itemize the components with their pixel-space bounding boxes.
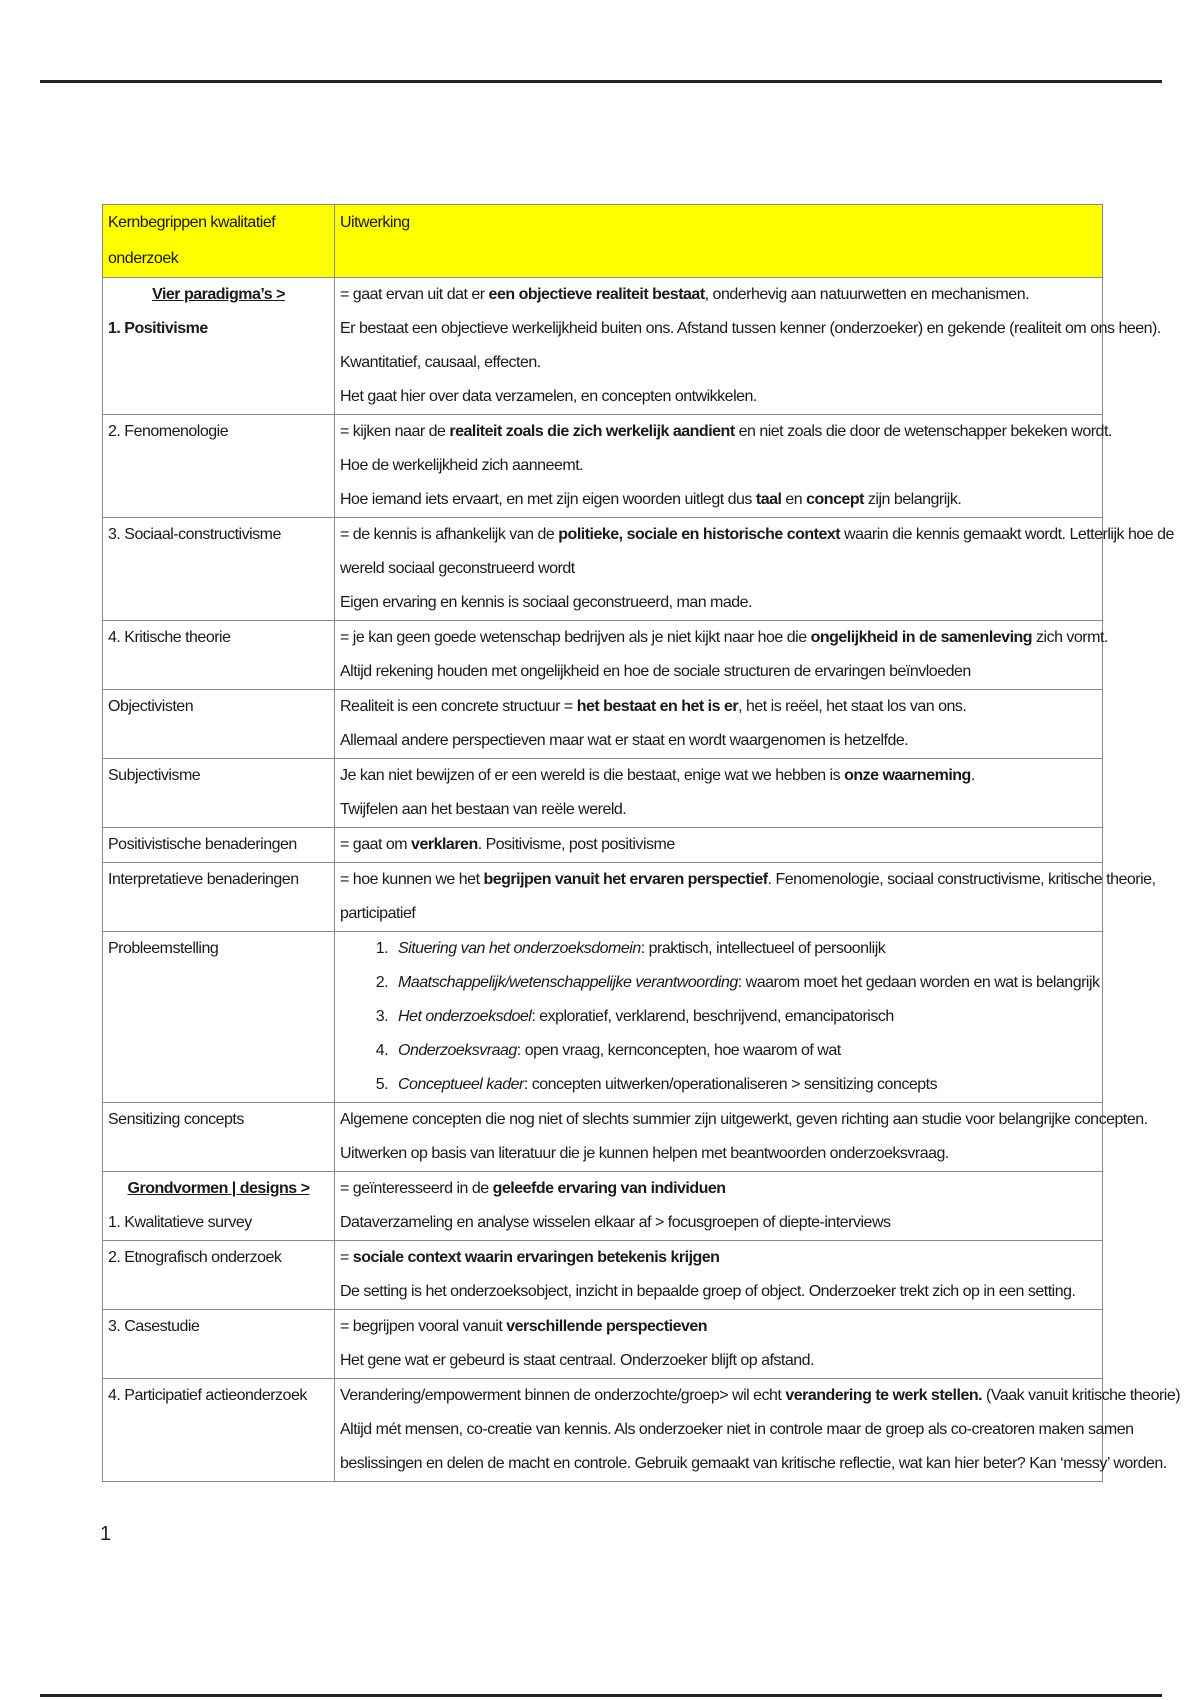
explanation-cell: [335, 621, 1108, 690]
term: Objectivisten: [108, 698, 194, 715]
explanation-cell: [335, 932, 1103, 1103]
explanation-line: = de kennis is afhankelijk van de politieke, sociale en historische context waarin die kennis gemaakt wordt. Letterlijk hoe de: [340, 526, 1174, 543]
term-cell: [103, 828, 335, 863]
table-row: [103, 415, 1103, 518]
explanation-cell: [335, 518, 1174, 621]
explanation-line: = je kan geen goede wetenschap bedrijven als je niet kijkt naar hoe die ongelijkheid in de samenleving zich vormt.: [340, 629, 1108, 646]
term-cell: [103, 690, 335, 759]
explanation-line: = gaat om verklaren. Positivisme, post positivisme: [340, 836, 675, 853]
term: Interpretatieve benaderingen: [108, 871, 299, 888]
table-row: [103, 1241, 1103, 1310]
explanation-cell: [335, 1103, 1148, 1172]
list-item: 2. Maatschappelijk/wetenschappelijke verantwoording: waarom moet het gedaan worden en wat is belangrijk: [392, 966, 1097, 1000]
term: Probleemstelling: [108, 940, 219, 957]
table-row: [103, 1379, 1103, 1482]
explanation-line: De setting is het onderzoeksobject, inzicht in bepaalde groep of object. Onderzoeker trekt zich op in een setting.: [340, 1283, 1076, 1300]
term: 3. Casestudie: [108, 1318, 200, 1335]
explanation-line: Je kan niet bewijzen of er een wereld is die bestaat, enige wat we hebben is onze waarneming.: [340, 767, 975, 784]
term: 1. Kwalitatieve survey: [108, 1214, 252, 1231]
term: Subjectivisme: [108, 767, 201, 784]
explanation-line: Altijd rekening houden met ongelijkheid en hoe de sociale structuren de ervaringen beïnvloeden: [340, 663, 971, 680]
explanation-cell: [335, 1241, 1103, 1310]
table-row: [103, 621, 1103, 690]
list-item: 3. Het onderzoeksdoel: exploratief, verklarend, beschrijvend, emancipatorisch: [392, 1000, 1097, 1034]
list-item: 1. Situering van het onderzoeksdomein: praktisch, intellectueel of persoonlijk: [392, 932, 1097, 966]
table-row: [103, 1310, 1103, 1379]
explanation-line: Dataverzameling en analyse wisselen elkaar af > focusgroepen of diepte-interviews: [340, 1214, 891, 1231]
term-cell: [103, 1241, 335, 1310]
table-row: [103, 932, 1103, 1103]
term-cell: [103, 621, 335, 690]
explanation-line: Algemene concepten die nog niet of slechts summier zijn uitgewerkt, geven richting aan studie voor belangrijke concepten.: [340, 1111, 1148, 1128]
explanation-line: beslissingen en delen de macht en controle. Gebruik gemaakt van kritische reflectie, wat kan hier beter? Kan ‘messy’ worden.: [340, 1455, 1167, 1472]
table-row: [103, 828, 1103, 863]
term: 3. Sociaal-constructivisme: [108, 526, 281, 543]
term: Positivistische benaderingen: [108, 836, 297, 853]
explanation-line: Kwantitatief, causaal, effecten.: [340, 354, 541, 371]
table-header-row: [103, 205, 1103, 278]
term-cell: [103, 759, 335, 828]
explanation-line: Altijd mét mensen, co-creatie van kennis. Als onderzoeker niet in controle maar de groep als co-creatoren maken samen: [340, 1421, 1134, 1438]
header-rule: [40, 80, 1162, 83]
explanation-line: participatief: [340, 905, 416, 922]
explanation-line: = kijken naar de realiteit zoals die zich werkelijk aandient en niet zoals die door de wetenschapper bekeken wordt.: [340, 423, 1112, 440]
explanation-cell: [335, 1379, 1181, 1482]
term: 2. Etnografisch onderzoek: [108, 1249, 282, 1266]
explanation-line: = sociale context waarin ervaringen betekenis krijgen: [340, 1249, 720, 1266]
term-cell: [103, 518, 335, 621]
term-cell: [103, 1172, 335, 1241]
explanation-cell: [335, 278, 1161, 415]
table-row: [103, 278, 1103, 415]
term: Sensitizing concepts: [108, 1111, 244, 1128]
explanation-line: = begrijpen vooral vanuit verschillende perspectieven: [340, 1318, 708, 1335]
explanation-cell: [335, 690, 1103, 759]
table-row: [103, 690, 1103, 759]
table-row: [103, 1103, 1103, 1172]
section-heading: Grondvormen | designs >: [127, 1180, 310, 1197]
explanation-line: wereld sociaal geconstrueerd wordt: [340, 560, 575, 577]
section-heading: Vier paradigma’s >: [152, 286, 285, 303]
term: 2. Fenomenologie: [108, 423, 229, 440]
explanation-line: Verandering/empowerment binnen de onderzochte/groep> wil echt verandering te werk stellen. (Vaak vanuit kritische theorie): [340, 1387, 1181, 1404]
explanation-cell: [335, 1172, 1103, 1241]
explanation-cell: [335, 863, 1156, 932]
term: 4. Kritische theorie: [108, 629, 231, 646]
explanation-cell: [335, 828, 1103, 863]
term-cell: [103, 1310, 335, 1379]
term-cell: [103, 932, 335, 1103]
term-cell: [103, 1379, 335, 1482]
term-cell: [103, 1103, 335, 1172]
explanation-line: Hoe de werkelijkheid zich aanneemt.: [340, 457, 584, 474]
explanation-line: Uitwerken op basis van literatuur die je kunnen helpen met beantwoorden onderzoeksvraag.: [340, 1145, 949, 1162]
term: 4. Participatief actieonderzoek: [108, 1387, 307, 1404]
explanation-line: = hoe kunnen we het begrijpen vanuit het ervaren perspectief. Fenomenologie, sociaal constructivisme, kritische theorie,: [340, 871, 1156, 888]
list-item: 5. Conceptueel kader: concepten uitwerken/operationaliseren > sensitizing concepts: [392, 1068, 1097, 1102]
explanation-line: Realiteit is een concrete structuur = het bestaat en het is er, het is reëel, het staat los van ons.: [340, 698, 967, 715]
explanation-line: = geïnteresseerd in de geleefde ervaring van individuen: [340, 1180, 726, 1197]
explanation-line: Het gene wat er gebeurd is staat centraal. Onderzoeker blijft op afstand.: [340, 1352, 815, 1369]
numbered-list: [340, 932, 1100, 1102]
explanation-line: Allemaal andere perspectieven maar wat er staat en wordt waargenomen is hetzelfde.: [340, 732, 909, 749]
explanation-cell: [335, 759, 1103, 828]
header-col-explanation: Uitwerking: [335, 205, 1103, 278]
table-row: [103, 863, 1103, 932]
term-cell: [103, 415, 335, 518]
table-row: [103, 518, 1103, 621]
explanation-cell: [335, 1310, 1103, 1379]
explanation-line: Twijfelen aan het bestaan van reële wereld.: [340, 801, 627, 818]
term-cell: [103, 863, 335, 932]
explanation-line: Eigen ervaring en kennis is sociaal geconstrueerd, man made.: [340, 594, 753, 611]
page-number: 1: [100, 1523, 112, 1545]
term-cell: [103, 278, 335, 415]
explanation-line: = gaat ervan uit dat er een objectieve realiteit bestaat, onderhevig aan natuurwetten en mechanismen.: [340, 286, 1030, 303]
concepts-table: [102, 204, 1181, 1482]
explanation-line: Er bestaat een objectieve werkelijkheid buiten ons. Afstand tussen kenner (onderzoeker) en gekende (realiteit om ons heen).: [340, 320, 1161, 337]
explanation-line: Het gaat hier over data verzamelen, en concepten ontwikkelen.: [340, 388, 757, 405]
explanation-cell: [335, 415, 1112, 518]
table-row: [103, 759, 1103, 828]
table-row: [103, 1172, 1103, 1241]
footer-rule: [40, 1694, 1162, 1697]
header-col-terms: Kernbegrippen kwalitatief onderzoek: [103, 205, 335, 278]
list-item: 4. Onderzoeksvraag: open vraag, kernconcepten, hoe waarom of wat: [392, 1034, 1097, 1068]
term: 1. Positivisme: [108, 320, 208, 337]
explanation-line: Hoe iemand iets ervaart, en met zijn eigen woorden uitlegt dus taal en concept zijn belangrijk.: [340, 491, 962, 508]
